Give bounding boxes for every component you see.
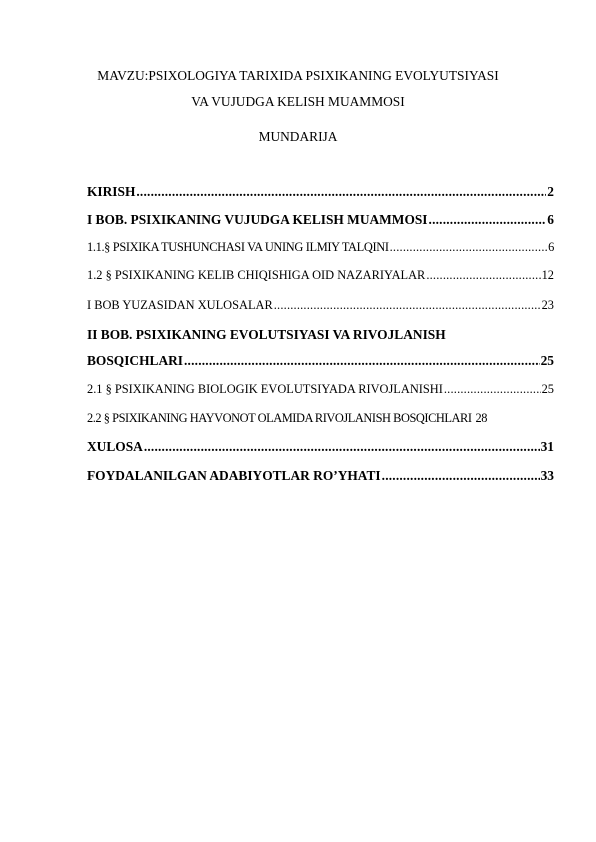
toc-entry-section-2-2 xyxy=(87,410,554,427)
toc-page-number: 25 xyxy=(541,382,554,396)
toc-entry-label: 1.1.§ PSIXIKA TUSHUNCHASI VA UNING ILMIY TALQINI xyxy=(87,240,389,254)
toc-entry-bob-1 xyxy=(87,211,554,228)
toc-page-number: 31 xyxy=(540,439,554,454)
toc-page-number: 12 xyxy=(541,268,554,282)
dot-leader xyxy=(444,381,541,398)
dot-leader xyxy=(429,211,547,228)
document-title-line-1: MAVZU:PSIXOLOGIYA TARIXIDA PSIXIKANING EVOLYUTSIYASI xyxy=(97,68,499,83)
contents-heading: MUNDARIJA xyxy=(258,129,338,144)
toc-entry-section-1-1 xyxy=(87,239,554,256)
toc-entry-section-1-2 xyxy=(87,267,554,284)
toc-page-number: 2 xyxy=(547,184,554,199)
document-title-line-2: VA VUJUDGA KELISH MUAMMOSI xyxy=(191,94,405,109)
toc-entry-label: KIRISH xyxy=(87,184,136,199)
toc-entry-kirish xyxy=(87,183,554,200)
toc-entry-section-2-1 xyxy=(87,381,554,398)
toc-entry-label: I BOB. PSIXIKANING VUJUDGA KELISH MUAMMOSI xyxy=(87,212,428,227)
toc-entry-bob-2-line-1: II BOB. PSIXIKANING EVOLUTSIYASI VA RIVOJLANISH xyxy=(87,327,446,342)
toc-entry-adabiyotlar xyxy=(87,467,554,484)
toc-entry-label: FOYDALANILGAN ADABIYOTLAR RO’YHATI xyxy=(87,468,381,483)
toc-page-number: 6 xyxy=(547,212,554,227)
toc-entry-label: 2.2 § PSIXIKANING HAYVONOT OLAMIDA RIVOJLANISH BOSQICHLARI xyxy=(87,411,472,425)
toc-entry-label: 2.1 § PSIXIKANING BIOLOGIK EVOLUTSIYADA RIVOJLANISHI xyxy=(87,382,443,396)
dot-leader xyxy=(426,267,540,284)
toc-page-number: 23 xyxy=(541,298,554,312)
toc-page-number: 33 xyxy=(540,468,554,483)
dot-leader xyxy=(184,352,540,369)
dot-leader xyxy=(382,467,540,484)
dot-leader xyxy=(144,438,540,455)
toc-entry-label: BOSQICHLARI xyxy=(87,353,183,368)
toc-entry-label: 1.2 § PSIXIKANING KELIB CHIQISHIGA OID NAZARIYALAR xyxy=(87,268,426,282)
dot-leader xyxy=(390,239,548,256)
dot-leader xyxy=(274,297,541,314)
toc-page-number: 6 xyxy=(548,240,554,254)
dot-leader xyxy=(136,183,546,200)
toc-entry-label: XULOSA xyxy=(87,439,143,454)
toc-entry-bob-1-xulosa xyxy=(87,297,554,314)
toc-entry-label: I BOB YUZASIDAN XULOSALAR xyxy=(87,298,273,312)
toc-page-number: 25 xyxy=(540,353,554,368)
toc-page-number: 28 xyxy=(475,411,488,425)
toc-entry-bob-2 xyxy=(87,352,554,369)
toc-entry-xulosa xyxy=(87,438,554,455)
